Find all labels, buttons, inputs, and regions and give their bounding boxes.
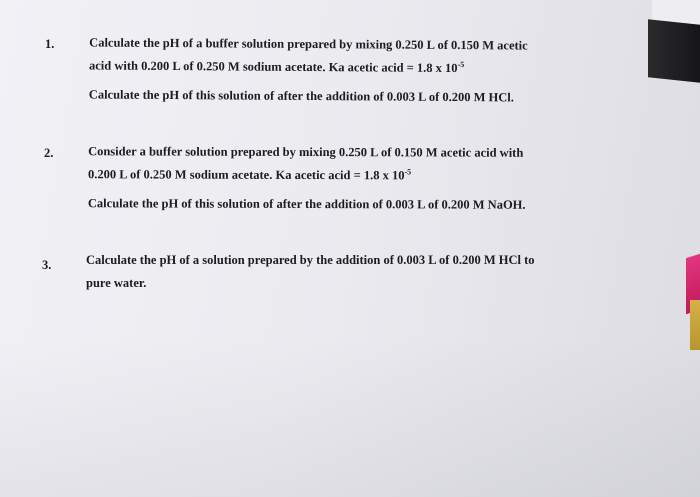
background-edge-dark xyxy=(648,19,700,82)
question-1-exponent: -5 xyxy=(457,60,465,70)
question-1-line-2 xyxy=(89,54,528,80)
question-1-number: 1. xyxy=(45,37,55,51)
question-1-line-1: Calculate the pH of a buffer solution prepared by mixing 0.250 L of 0.150 M acetic xyxy=(89,35,528,53)
question-2-subquestion: Calculate the pH of this solution of after the addition of 0.003 L of 0.200 M NaOH. xyxy=(87,196,526,212)
question-2 xyxy=(88,140,526,217)
background-edge-strip xyxy=(690,300,700,350)
question-1-line-2-text: acid with 0.200 L of 0.250 M sodium acetate. Ka acetic acid = 1.8 x 10 xyxy=(88,58,458,76)
question-2-exponent: -5 xyxy=(404,167,412,177)
question-3-line-1: Calculate the pH of a solution prepared by the addition of 0.003 L of 0.200 M HCl to xyxy=(86,253,535,267)
question-2-line-2 xyxy=(88,163,526,188)
question-3 xyxy=(86,249,535,295)
paper-shadow xyxy=(0,337,700,497)
question-2-line-2-text: 0.200 L of 0.250 M sodium acetate. Ka acetic acid = 1.8 x 10 xyxy=(87,167,405,183)
question-1-subquestion: Calculate the pH of this solution of after the addition of 0.003 L of 0.200 M HCl. xyxy=(88,87,514,105)
question-3-line-2: pure water. xyxy=(86,276,147,290)
question-3-number: 3. xyxy=(42,258,52,272)
question-2-number: 2. xyxy=(44,146,54,160)
question-2-line-1: Consider a buffer solution prepared by mixing 0.250 L of 0.150 M acetic acid with xyxy=(88,144,524,160)
question-1 xyxy=(89,31,528,109)
